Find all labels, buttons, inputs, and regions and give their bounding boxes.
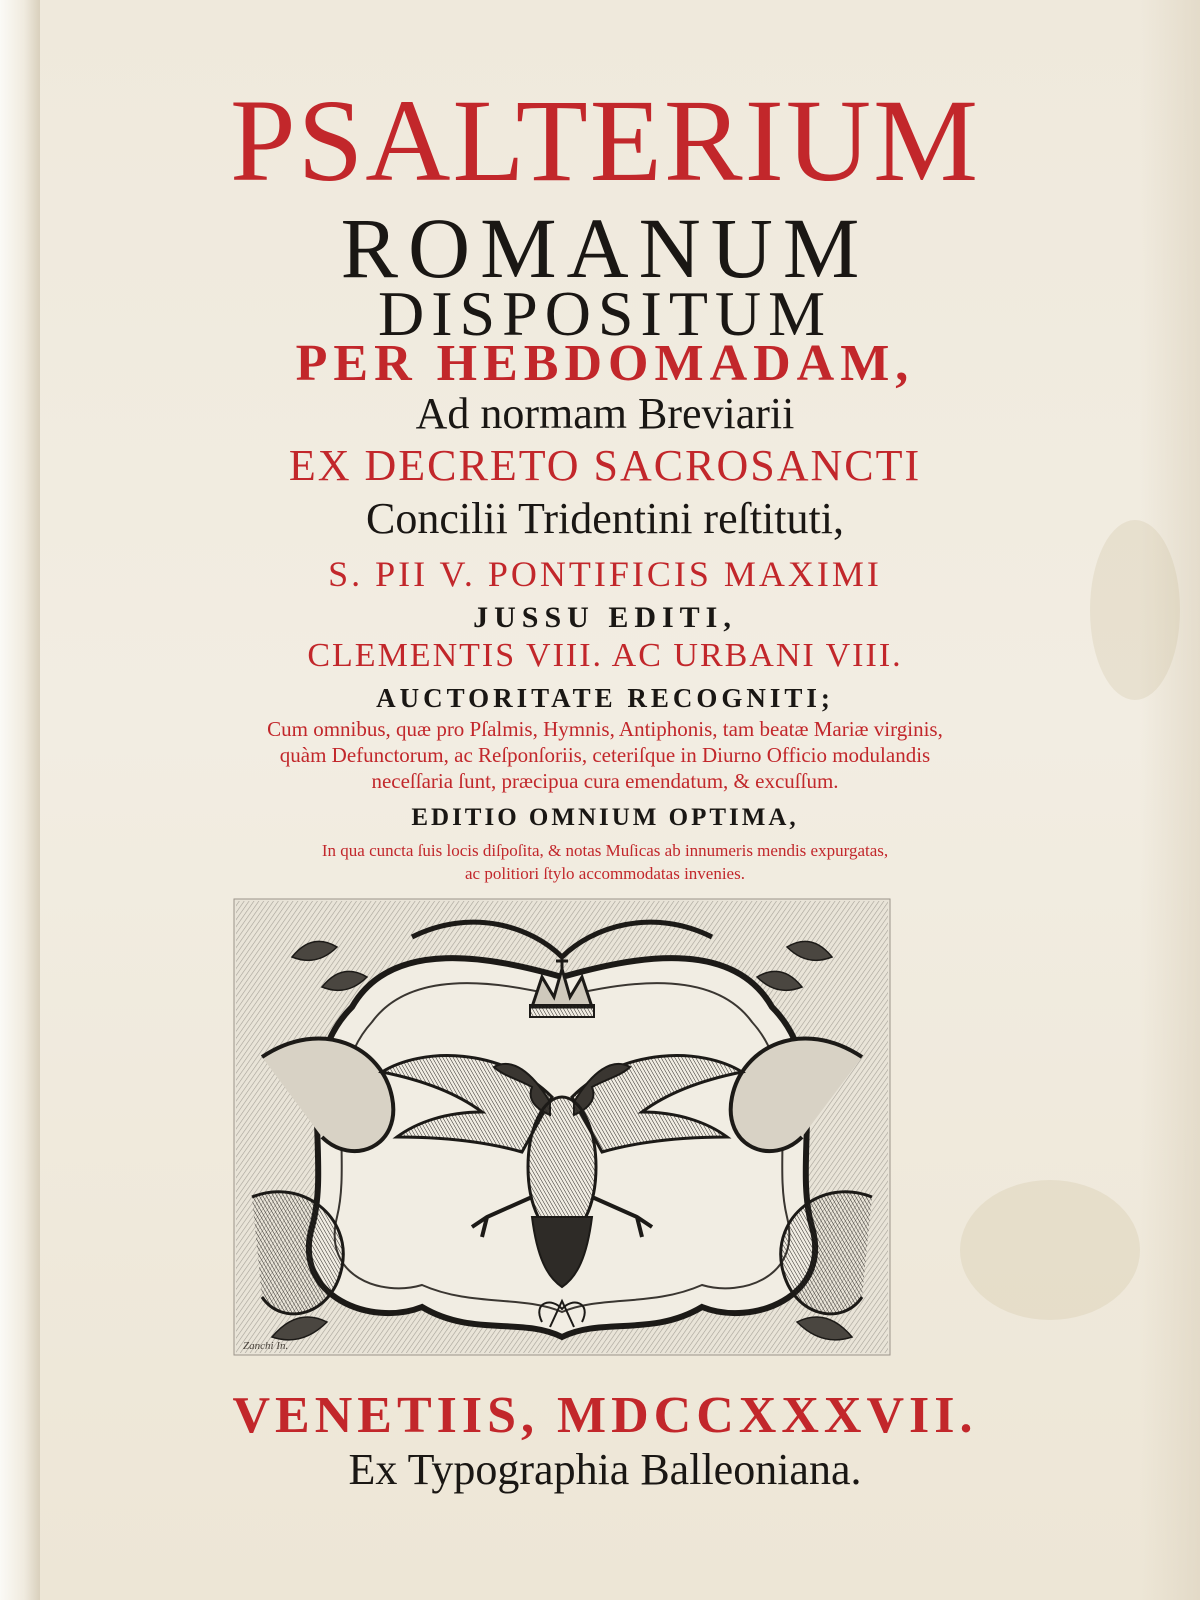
text-pii-v: S. PII V. PONTIFICIS MAXIMI: [328, 554, 882, 594]
text-ex-decreto: EX DECRETO SACROSANCTI: [288, 441, 922, 490]
book-spine-edge: [0, 0, 40, 1600]
title-dispositum: DISPOSITUM: [377, 278, 833, 349]
paper-stain: [960, 1180, 1140, 1320]
text-auctoritate: AUCTORITATE RECOGNITI;: [376, 683, 834, 713]
text-clementis: CLEMENTIS VIII. AC URBANI VIII.: [307, 637, 903, 674]
text-editio: EDITIO OMNIUM OPTIMA,: [411, 804, 799, 831]
title-psalterium: PSALTERIUM: [229, 75, 980, 206]
text-quam-defunctorum: quàm Defunctorum, ac Reſponſoriis, ceteriſque in Diurno Officio modulandis: [279, 743, 931, 767]
eagle-crest-engraving: [232, 897, 892, 1357]
text-jussu-editi: JUSSU EDITI,: [473, 601, 737, 634]
imprint-place-date: VENETIIS, MDCCXXXVII.: [232, 1387, 978, 1444]
text-necessaria: neceſſaria ſunt, præcipua cura emendatum, & excuſſum.: [371, 769, 839, 793]
title-romanum: ROMANUM: [340, 200, 870, 296]
engraver-signature: Zanchi In.: [243, 1340, 289, 1352]
text-ad-normam: Ad normam Breviarii: [415, 389, 795, 438]
text-concilii: Concilii Tridentini reſtituti,: [366, 494, 844, 543]
text-in-qua: In qua cuncta ſuis locis diſpoſita, & notas Muſicas ab innumeris mendis expurgatas,: [321, 841, 889, 860]
imprint-printer: Ex Typographia Balleoniana.: [348, 1445, 862, 1494]
text-ac-politiori: ac politiori ſtylo accommodatas invenies.: [465, 864, 745, 883]
title-per-hebdomadam: PER HEBDOMADAM,: [295, 335, 915, 392]
text-cum-omnibus: Cum omnibus, quæ pro Pſalmis, Hymnis, Antiphonis, tam beatæ Mariæ virginis,: [267, 717, 943, 741]
